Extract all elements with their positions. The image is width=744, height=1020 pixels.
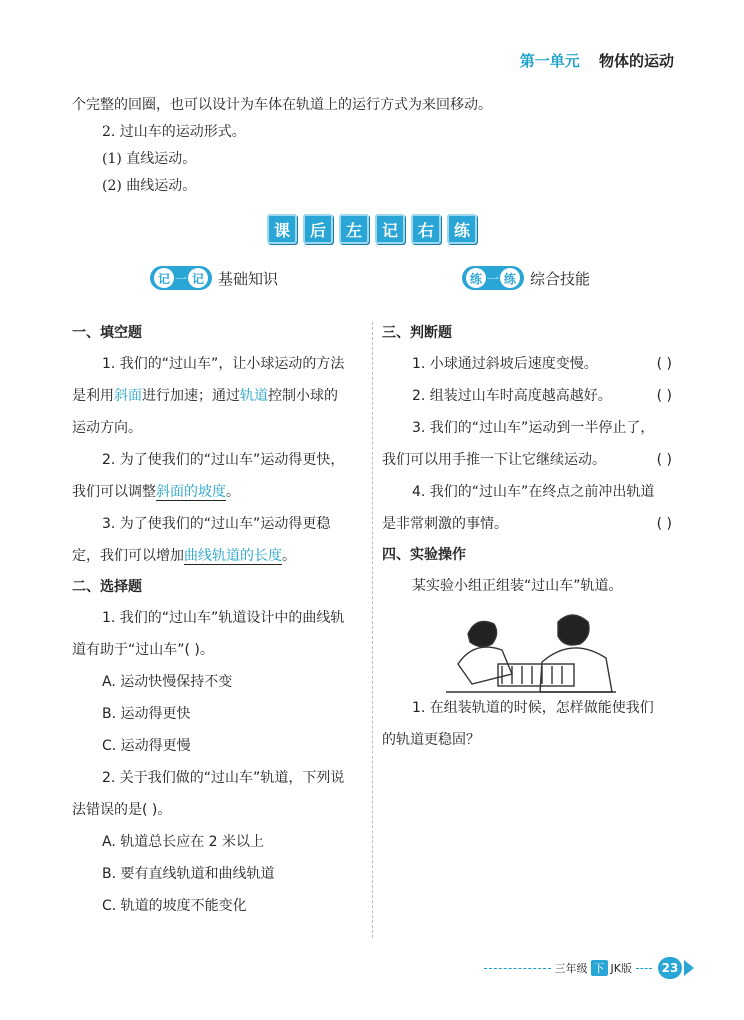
option: C. 运动得更慢 [102,738,191,754]
badge-char: 练 [500,268,520,288]
answer: 轨道 [240,388,268,404]
banner-char: 课 [267,214,297,244]
section-badge [462,266,524,290]
fill-title: 一、填空题 [72,325,142,341]
badge-char: 记 [188,268,208,288]
footer-grade: 三年级 [554,962,588,975]
question-line: 1. 在组装轨道的时候，怎样做能使我们 [412,700,654,716]
intro-line: (2) 曲线运动。 [102,178,197,194]
question-line: 1. 小球通过斜坡后速度变慢。 ( ) [412,356,672,372]
question-line: 法错误的是( )。 [72,802,172,818]
question-line: 是非常刺激的事情。 ( ) [382,516,672,532]
badge-char: 记 [154,268,174,288]
section-label: 基础知识 [218,269,279,288]
question-line: 2. 关于我们做的“过山车”轨道，下列说 [102,770,345,786]
option: B. 要有直线轨道和曲线轨道 [102,866,275,882]
option: A. 轨道总长应在 2 米以上 [102,834,265,850]
option: B. 运动得更快 [102,706,191,722]
banner-char: 练 [447,214,477,244]
experiment-title: 四、实验操作 [382,547,466,563]
page-footer [480,956,694,980]
section-label: 综合技能 [530,269,591,288]
intro-line: 个完整的回圈，也可以设计为车体在轨道上的运行方式为来回移动。 [72,97,492,113]
footer-edition: JK版 [610,962,632,975]
footer-dots [484,968,551,969]
column-divider [372,322,373,938]
section-skill [462,266,590,290]
intro-text [72,92,682,200]
question-line: 1. 我们的“过山车”轨道设计中的曲线轨 [102,610,345,626]
section-basic [150,266,278,290]
question-line: 是利用斜面进行加速；通过轨道控制小球的 [72,388,338,404]
answer: 斜面 [114,388,142,404]
topic-title: 物体的运动 [598,52,674,70]
question-line: 3. 我们的“过山车”运动到一半停止了， [412,420,655,436]
students-photo [438,604,620,698]
page-number: 23 [658,957,682,979]
footer-term: 下 [591,960,608,976]
question-line: 4. 我们的“过山车”在终点之前冲出轨道 [412,484,655,500]
question-line: 道有助于“过山车”( )。 [72,642,214,658]
footer-dots [636,968,652,969]
unit-title: 第一单元 [519,52,580,70]
answer: 斜面的坡度 [156,484,226,500]
badge-char: 练 [466,268,486,288]
arrow-icon [684,960,694,976]
answer: 曲线轨道的长度 [184,548,282,564]
intro-line: 2. 过山车的运动形式。 [102,124,246,140]
page-header [520,50,674,71]
question-line: 我们可以调整斜面的坡度。 [72,484,240,500]
badge-char: 一 [487,271,500,286]
choice-title: 二、选择题 [72,579,142,595]
banner-char: 后 [303,214,333,244]
experiment-intro: 某实验小组正组装“过山车”轨道。 [412,578,623,594]
banner-char: 记 [375,214,405,244]
question-line: 的轨道更稳固？ [382,732,480,748]
question-line: 2. 组装过山车时高度越高越好。 ( ) [412,388,672,404]
judge-title: 三、判断题 [382,325,452,341]
banner-char: 左 [339,214,369,244]
badge-char: 一 [175,271,188,286]
banner-title [0,214,744,244]
question-line: 定，我们可以增加曲线轨道的长度。 [72,548,296,564]
option: A. 运动快慢保持不变 [102,674,233,690]
intro-line: (1) 直线运动。 [102,151,197,167]
option: C. 轨道的坡度不能变化 [102,898,247,914]
question-line: 1. 我们的“过山车”，让小球运动的方法 [102,356,345,372]
question-line: 3. 为了使我们的“过山车”运动得更稳 [102,516,331,532]
section-badge [150,266,212,290]
question-line: 2. 为了使我们的“过山车”运动得更快， [102,452,345,468]
question-line: 我们可以用手推一下让它继续运动。 ( ) [382,452,672,468]
question-line: 运动方向。 [72,420,142,436]
left-column [72,318,364,922]
banner-char: 右 [411,214,441,244]
